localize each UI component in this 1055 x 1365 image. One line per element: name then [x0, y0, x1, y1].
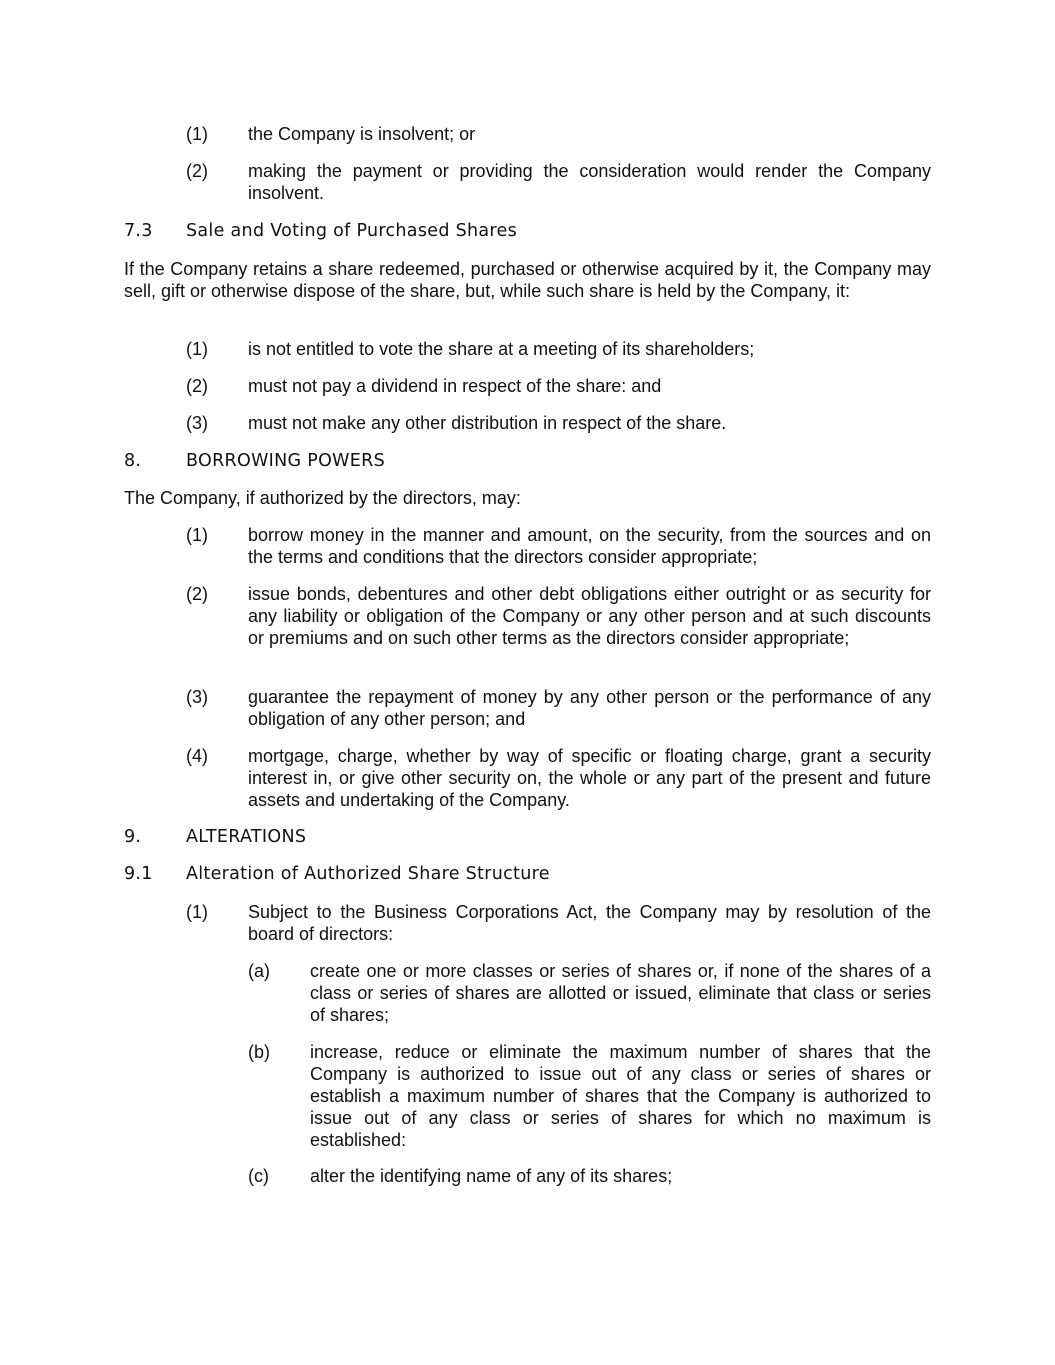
list-item: [186, 123, 931, 145]
list-text: issue bonds, debentures and other debt obligations either outright or as security for any liability or obligation of the Company or any other person and at such discounts or premiums and on such other terms as the directors consider appropriate;: [248, 584, 931, 648]
list-text: is not entitled to vote the share at a meeting of its shareholders;: [248, 339, 755, 359]
list-text: must not make any other distribution in respect of the share.: [248, 413, 727, 433]
section-title: BORROWING POWERS: [186, 451, 386, 471]
list-item: [186, 901, 931, 945]
sub-list-item: [248, 960, 931, 1026]
list-text: must not pay a dividend in respect of the share: and: [248, 376, 662, 396]
list-text: Subject to the Business Corporations Act, the Company may by resolution of the board of directors:: [248, 902, 931, 944]
sub-list-item: [248, 1041, 931, 1151]
section-number: 8.: [124, 451, 142, 471]
list-number: (a): [248, 961, 270, 981]
list-item: [186, 375, 931, 397]
list-text: increase, reduce or eliminate the maximum number of shares that the Company is authorized to issue out of any class or series of shares or establish a maximum number of shares that the Company is authorized to issue out of any class or series of shares for which no maximum is established:: [310, 1042, 931, 1150]
section-heading-8: [124, 450, 931, 472]
list-text: guarantee the repayment of money by any other person or the performance of any obligation of any other person; and: [248, 687, 931, 729]
list-text: the Company is insolvent; or: [248, 124, 476, 144]
paragraph: If the Company retains a share redeemed, purchased or otherwise acquired by it, the Company may sell, gift or otherwise dispose of the share, but, while such share is held by the Company, it:: [124, 259, 931, 301]
sub-list-item: [248, 1165, 931, 1187]
list-number: (2): [186, 376, 208, 396]
list-number: (1): [186, 124, 208, 144]
list-text: alter the identifying name of any of its shares;: [310, 1166, 673, 1186]
section-heading-9: [124, 826, 931, 848]
list-number: (c): [248, 1166, 269, 1186]
list-item: [186, 160, 931, 204]
section-number: 9.1: [124, 864, 153, 884]
list-item: [186, 745, 931, 811]
list-text: mortgage, charge, whether by way of specific or floating charge, grant a security interest in, or give other security on, the whole or any part of the present and future assets and undertaking of the Company.: [248, 746, 931, 810]
list-item: [186, 412, 931, 434]
list-number: (b): [248, 1042, 270, 1062]
list-text: borrow money in the manner and amount, on the security, from the sources and on the terms and conditions that the directors consider appropriate;: [248, 525, 931, 567]
list-item: [186, 524, 931, 568]
list-number: (3): [186, 413, 208, 433]
list-item: [186, 338, 931, 360]
list-number: (2): [186, 161, 208, 181]
list-number: (3): [186, 687, 208, 707]
list-number: (2): [186, 584, 208, 604]
list-text: making the payment or providing the consideration would render the Company insolvent.: [248, 161, 931, 203]
section-title: Sale and Voting of Purchased Shares: [186, 221, 518, 241]
section-heading-9-1: [124, 863, 931, 885]
section-title: ALTERATIONS: [186, 827, 307, 847]
paragraph: The Company, if authorized by the directors, may:: [124, 488, 521, 508]
list-item: [186, 583, 931, 649]
list-number: (1): [186, 339, 208, 359]
section-number: 9.: [124, 827, 142, 847]
section-number: 7.3: [124, 221, 153, 241]
list-item: [186, 686, 931, 730]
list-number: (1): [186, 902, 208, 922]
list-number: (1): [186, 525, 208, 545]
list-text: create one or more classes or series of shares or, if none of the shares of a class or series of shares are allotted or issued, eliminate that class or series of shares;: [310, 961, 931, 1025]
section-heading-7-3: [124, 220, 931, 242]
list-number: (4): [186, 746, 208, 766]
section-title: Alteration of Authorized Share Structure: [186, 864, 550, 884]
